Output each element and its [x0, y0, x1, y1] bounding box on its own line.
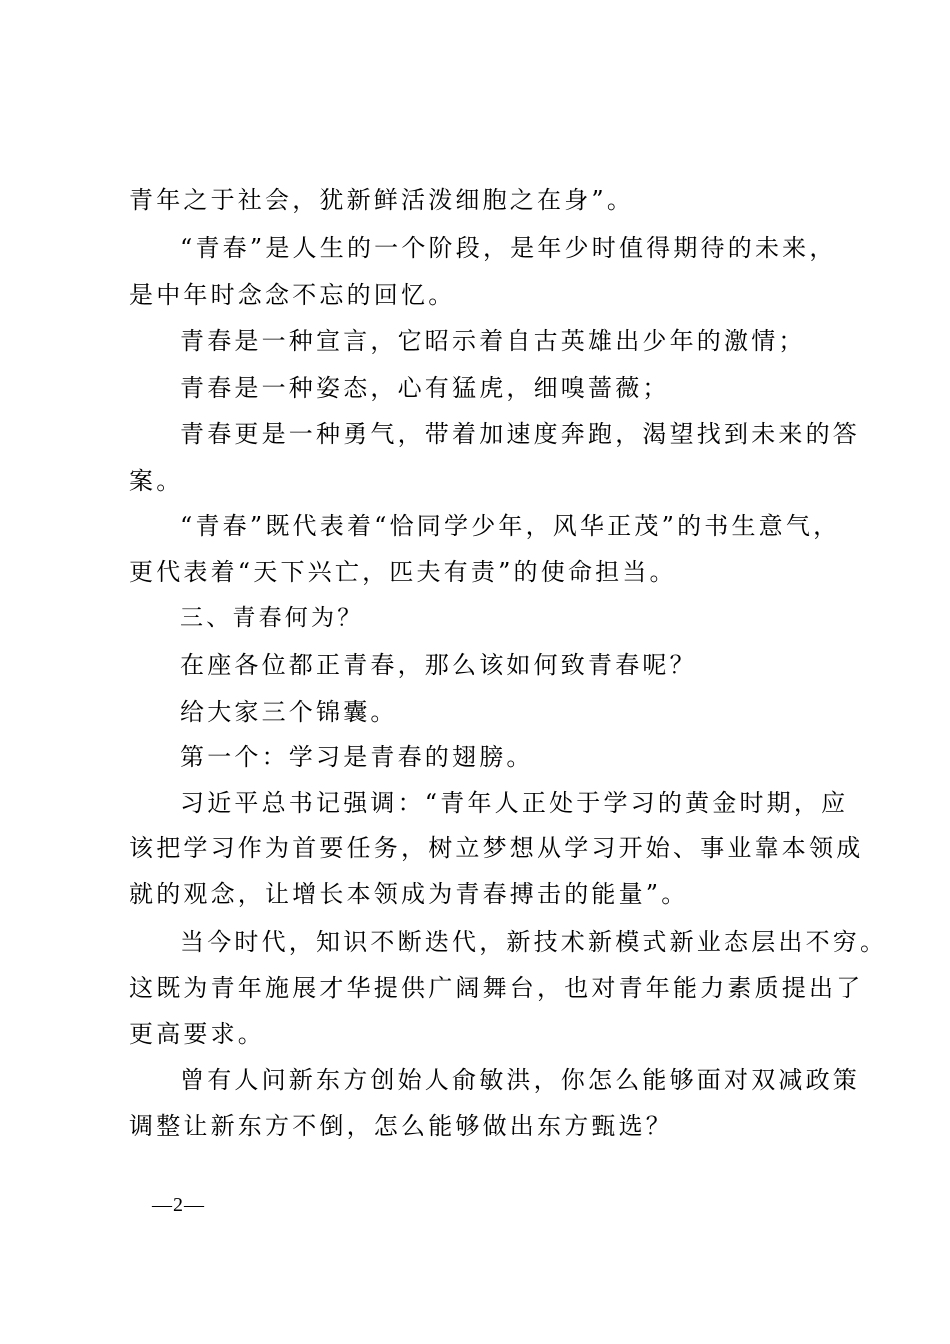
paragraph-line: 曾有人问新东方创始人俞敏洪，你怎么能够面对双减政策 [180, 1066, 860, 1094]
paragraph-line: 案。 [129, 467, 184, 495]
paragraph-line: 青春更是一种勇气，带着加速度奔跑，渴望找到未来的答 [180, 420, 860, 448]
paragraph-line: 这既为青年施展才华提供广阔舞台，也对青年能力素质提出了 [129, 974, 864, 1002]
paragraph-line: 青春是一种宣言，它昭示着自古英雄出少年的激情； [180, 327, 806, 355]
paragraph-line: 第一个：学习是青春的翅膀。 [180, 743, 534, 771]
paragraph-line: 习近平总书记强调：“青年人正处于学习的黄金时期，应 [180, 789, 849, 817]
paragraph-line: 给大家三个锦囊。 [180, 698, 398, 726]
paragraph-line: “青春”是人生的一个阶段，是年少时值得期待的未来， [180, 234, 837, 262]
paragraph-line: 该把学习作为首要任务，树立梦想从学习开始、事业靠本领成 [129, 834, 864, 862]
page-number: —2— [152, 1194, 205, 1216]
paragraph-line: 调整让新东方不倒，怎么能够做出东方甄选？ [129, 1112, 673, 1140]
paragraph-line: 当今时代，知识不断迭代，新技术新模式新业态层出不穷。 [180, 928, 888, 956]
paragraph-line: 青春是一种姿态，心有猛虎，细嗅蔷薇； [180, 374, 670, 402]
paragraph-line: 就的观念，让增长本领成为青春搏击的能量”。 [129, 880, 689, 908]
paragraph-line: 青年之于社会，犹新鲜活泼细胞之在身”。 [129, 186, 635, 214]
paragraph-line: 更高要求。 [129, 1020, 265, 1048]
section-heading: 三、青春何为？ [180, 605, 364, 631]
paragraph-line: 更代表着“天下兴亡，匹夫有责”的使命担当。 [129, 558, 677, 586]
paragraph-line: 是中年时念念不忘的回忆。 [129, 281, 456, 309]
paragraph-line: “青春”既代表着“恰同学少年，风华正茂”的书生意气， [180, 512, 841, 540]
paragraph-line: 在座各位都正青春，那么该如何致青春呢？ [180, 651, 697, 679]
